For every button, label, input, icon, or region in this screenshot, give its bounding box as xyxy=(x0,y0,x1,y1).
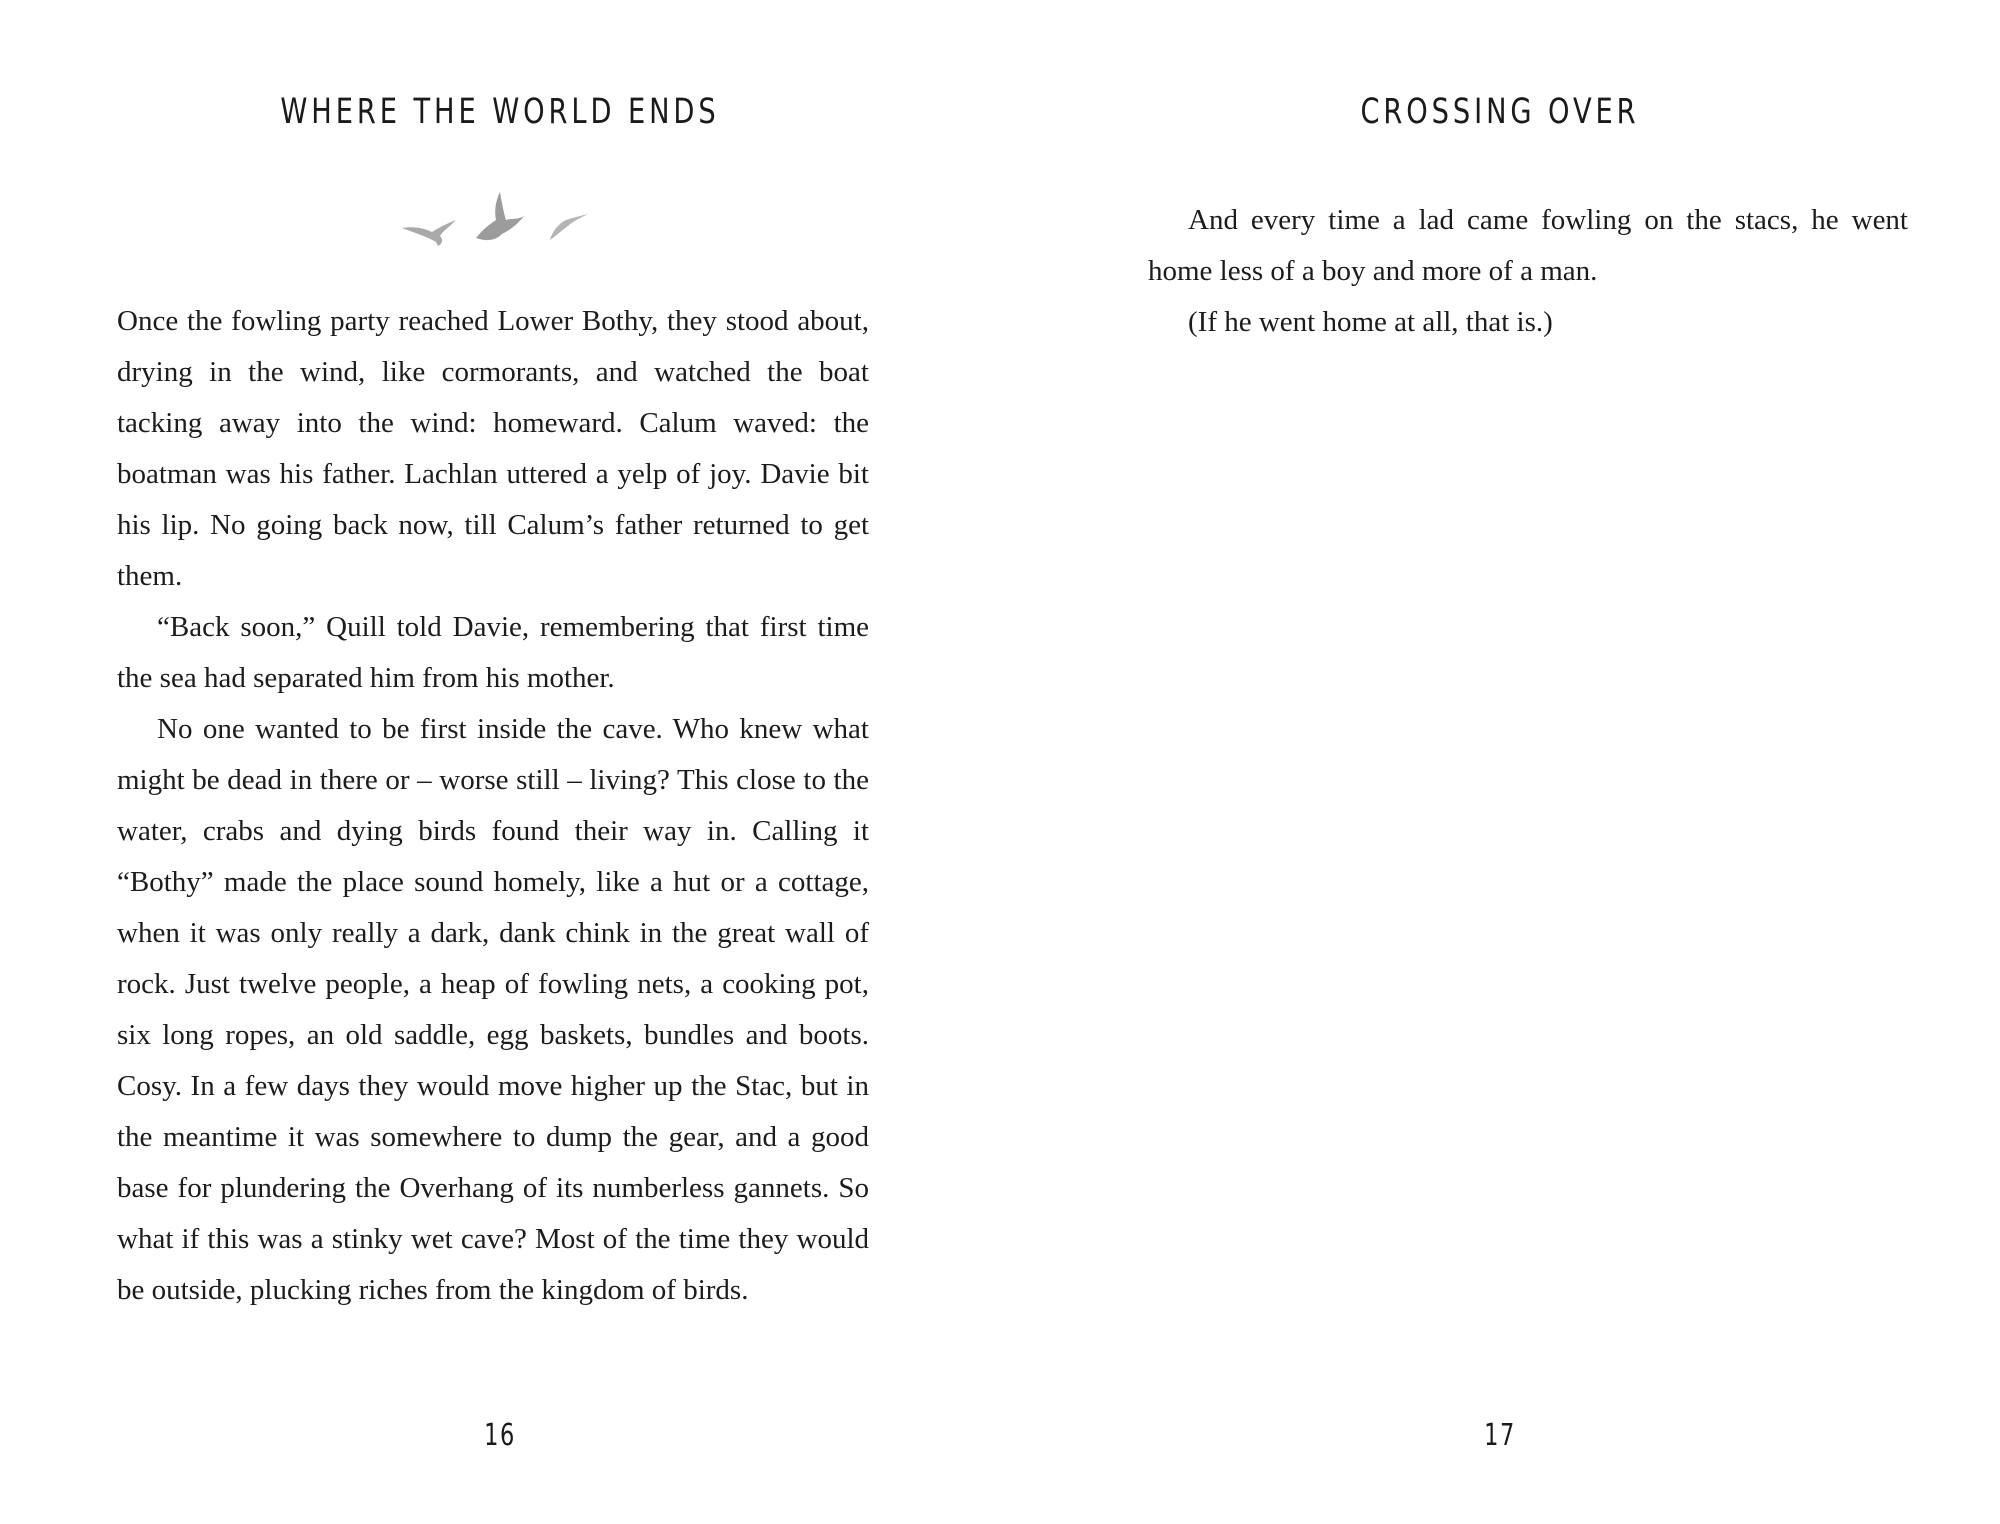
right-page xyxy=(1000,0,2000,1524)
running-head-right: CROSSING OVER xyxy=(1360,92,1640,132)
paragraph: And every time a lad came fowling on the stacs, he went home less of a boy and more of a man. xyxy=(1148,204,1908,287)
page-number-left: 16 xyxy=(484,1418,516,1453)
seabird-icon xyxy=(402,220,456,246)
paragraph: (If he went home at all, that is.) xyxy=(1188,306,1553,338)
three-seabirds-icon xyxy=(400,188,590,248)
paragraph: “Back soon,” Quill told Davie, remembering that first time the sea had separated him from his mother. xyxy=(117,611,869,694)
body-text-left xyxy=(117,296,869,1316)
seabird-icon xyxy=(476,192,524,240)
seabird-icon xyxy=(550,214,588,240)
body-text-right xyxy=(1148,195,1908,348)
paragraph: Once the fowling party reached Lower Bothy, they stood about, drying in the wind, like cormorants, and watched the boat tacking away into the wind: homeward. Calum waved: the boatman was his father. Lachlan uttered a yelp of joy. Davie bit his lip. No going back now, till Calum’s father returned to get them. xyxy=(117,305,869,592)
page-number-right: 17 xyxy=(1484,1418,1516,1453)
paragraph: No one wanted to be first inside the cave. Who knew what might be dead in there or – worse still – living? This close to the water, crabs and dying birds found their way in. Calling it “Bothy” made the place sound homely, like a hut or a cottage, when it was only really a dark, dank chink in the great wall of rock. Just twelve people, a heap of fowling nets, a cooking pot, six long ropes, an old saddle, egg baskets, bundles and boots. Cosy. In a few days they would move higher up the Stac, but in the meantime it was somewhere to dump the gear, and a good base for plundering the Overhang of its numberless gannets. So what if this was a stinky wet cave? Most of the time they would be outside, plucking riches from the kingdom of birds. xyxy=(117,713,869,1306)
running-head-left: WHERE THE WORLD ENDS xyxy=(280,92,720,132)
